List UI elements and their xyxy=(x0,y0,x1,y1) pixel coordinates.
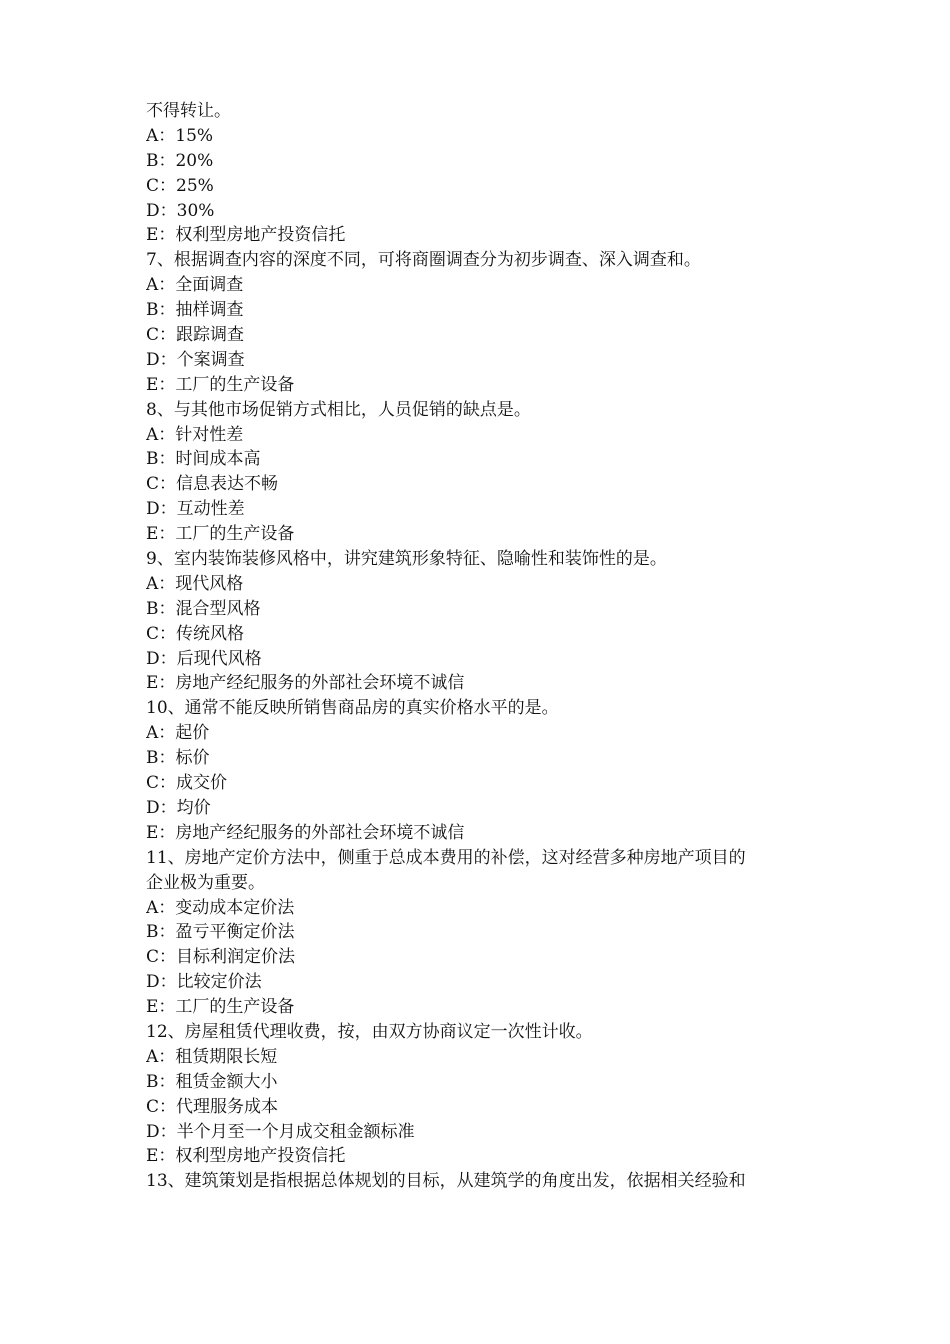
text-line: E：工厂的生产设备 xyxy=(146,997,295,1018)
text-line: A：全面调查 xyxy=(146,275,244,296)
text-line: B：混合型风格 xyxy=(146,598,261,619)
text-line: E：工厂的生产设备 xyxy=(146,374,295,395)
text-line: D：比较定价法 xyxy=(146,972,262,993)
text-line: C：传统风格 xyxy=(146,623,245,644)
text-line: C：代理服务成本 xyxy=(146,1096,279,1117)
text-line: C：跟踪调查 xyxy=(146,325,245,346)
text-line: B：抽样调查 xyxy=(146,300,244,321)
text-line: E：工厂的生产设备 xyxy=(146,524,295,545)
text-line: C：信息表达不畅 xyxy=(146,474,279,495)
text-line: A：变动成本定价法 xyxy=(146,897,295,918)
text-line: B：20% xyxy=(146,150,214,171)
text-line: E：权利型房地产投资信托 xyxy=(146,225,346,246)
text-line: D：个案调查 xyxy=(146,349,245,370)
text-line: C：成交价 xyxy=(146,773,228,794)
text-line: B：时间成本高 xyxy=(146,449,261,470)
question-7: 7、根据调查内容的深度不同，可将商圈调查分为初步调查、深入调查和。 xyxy=(146,250,701,271)
text-line: B：盈亏平衡定价法 xyxy=(146,922,295,943)
text-line: D：半个月至一个月成交租金额标准 xyxy=(146,1121,415,1142)
text-line: A：起价 xyxy=(146,723,210,744)
text-line: D：均价 xyxy=(146,797,211,818)
text-line: C：目标利润定价法 xyxy=(146,947,296,968)
text-line: A：15% xyxy=(146,125,214,146)
text-line: D：30% xyxy=(146,200,215,221)
text-line: D：互动性差 xyxy=(146,499,245,520)
text-line: 不得转让。 xyxy=(146,101,231,121)
text-line: E：房地产经纪服务的外部社会环境不诚信 xyxy=(146,673,465,694)
text-line: A：租赁期限长短 xyxy=(146,1046,278,1067)
question-8: 8、与其他市场促销方式相比，人员促销的缺点是。 xyxy=(146,399,531,420)
text-line: A：针对性差 xyxy=(146,424,244,445)
text-line: C：25% xyxy=(146,175,214,196)
question-11: 11、房地产定价方法中，侧重于总成本费用的补偿，这对经营多种房地产项目的 xyxy=(146,847,746,868)
question-13: 13、建筑策划是指根据总体规划的目标，从建筑学的角度出发，依据相关经验和 xyxy=(146,1171,746,1192)
document-text xyxy=(146,99,826,1194)
question-10: 10、通常不能反映所销售商品房的真实价格水平的是。 xyxy=(146,698,559,719)
question-12: 12、房屋租赁代理收费，按，由双方协商议定一次性计收。 xyxy=(146,1021,593,1042)
text-line: E：房地产经纪服务的外部社会环境不诚信 xyxy=(146,822,465,843)
text-line: D：后现代风格 xyxy=(146,648,262,669)
text-line: A：现代风格 xyxy=(146,573,244,594)
text-line: B：租赁金额大小 xyxy=(146,1071,278,1092)
text-line: 企业极为重要。 xyxy=(146,872,265,893)
text-line: E：权利型房地产投资信托 xyxy=(146,1146,346,1167)
text-line: B：标价 xyxy=(146,748,210,769)
question-9: 9、室内装饰装修风格中，讲究建筑形象特征、隐喻性和装饰性的是。 xyxy=(146,549,667,570)
